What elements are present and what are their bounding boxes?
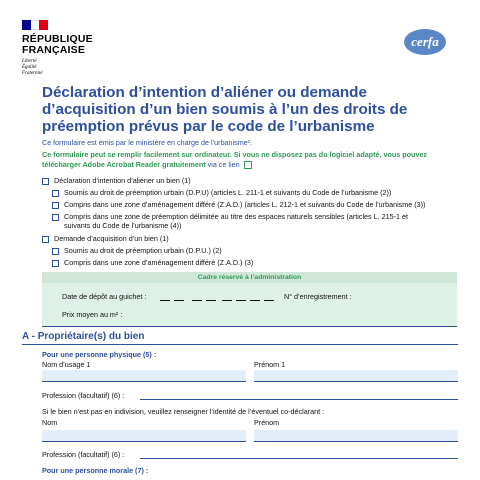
morale-heading: Pour une personne morale (7) : — [42, 466, 149, 475]
nom-usage-input[interactable] — [42, 370, 246, 382]
date-day-field[interactable] — [160, 300, 170, 301]
checkbox-label: Déclaration d’intention d’aliéner un bien (1) — [54, 176, 191, 185]
prenom-label: Prénom — [254, 418, 280, 427]
prix-moyen-label: Prix moyen au m² : — [62, 310, 123, 319]
motto-liberte: Liberté — [22, 59, 37, 64]
date-year-field[interactable] — [222, 300, 232, 301]
section-a-title: A - Propriétaire(s) du bien — [22, 331, 145, 342]
admin-frame-bottom-rule — [42, 326, 457, 327]
cerfa-logo: cerfa — [404, 29, 446, 55]
checkbox-box[interactable] — [52, 260, 59, 267]
motto-fraternite: Fraternité — [22, 71, 43, 76]
profession2-label: Profession (facultatif) (6) : — [42, 450, 125, 459]
date-year-field-4[interactable] — [264, 300, 274, 301]
checkbox-label: Soumis au droit de préemption urbain (D.P.U.) (2) — [64, 246, 222, 255]
checkbox-box[interactable] — [42, 178, 49, 185]
checkbox-box[interactable] — [52, 248, 59, 255]
enregistrement-label: N° d’enregistrement : — [284, 292, 352, 301]
francaise-text: FRANÇAISE — [22, 44, 86, 56]
prenom1-label: Prénom 1 — [254, 360, 286, 369]
fillable-text: Ce formulaire peut se remplir facilement sur ordinateur. Si vous ne disposez pas du logiciel adapté, vous pouvez télécharger Adobe Acrobat Reader gratuitement — [42, 150, 428, 169]
checkbox-dia-zad[interactable] — [52, 201, 457, 210]
nom-usage-label: Nom d’usage 1 — [42, 360, 91, 369]
section-a-rule — [22, 344, 458, 345]
fillable-notice — [42, 150, 462, 170]
checkbox-label: Compris dans une zone de préemption délimitée au titre des espaces naturels sensibles (articles L. 215-1 et suivants du Code de l’urbanisme (4)) — [64, 212, 408, 230]
checkbox-label: Compris dans une zone d’aménagement différé (Z.A.D.) (articles L. 212-1 et suivants du Code de l’urbanisme (3)) — [64, 200, 426, 209]
prenom1-input[interactable] — [254, 370, 458, 382]
date-month-field[interactable] — [192, 300, 202, 301]
french-flag-icon — [22, 20, 48, 30]
republique-francaise-logo — [22, 20, 112, 77]
republique-text: RÉPUBLIQUE — [22, 33, 93, 45]
date-month-field-2[interactable] — [206, 300, 216, 301]
emis-text: Ce formulaire est émis par le ministère en charge de l’urbanisme¹. — [42, 138, 253, 147]
checkbox-label: Soumis au droit de préemption urbain (D.P.U) (articles L. 211-1 et suivants du Code de l’urbanisme (2)) — [64, 188, 392, 197]
nom-label: Nom — [42, 418, 58, 427]
motto-egalite: Égalité — [22, 65, 37, 70]
checkbox-box[interactable] — [42, 236, 49, 243]
motto — [22, 59, 112, 77]
checkbox-box[interactable] — [52, 202, 59, 209]
checkbox-demande[interactable] — [42, 235, 442, 244]
admin-frame-header: Cadre réservé à l’administration — [42, 272, 457, 283]
form-title: Déclaration d’intention d’aliéner ou demande d’acquisition d’un bien soumis à l’un des droits de préemption prévus par le code de l’urbanisme — [42, 84, 408, 135]
checkbox-label: Compris dans une zone d’aménagement différé (Z.A.D.) (3) — [64, 258, 254, 267]
acrobat-link[interactable]: via ce lien — [207, 160, 240, 169]
checkbox-dia-ens[interactable] — [52, 213, 432, 230]
date-depot-label: Date de dépôt au guichet : — [62, 292, 147, 301]
indivision-text: Si le bien n’est pas en indivision, veuillez renseigner l’identité de l’éventuel co-déclarant : — [42, 407, 325, 416]
codeclarant-nom-input[interactable] — [42, 430, 246, 442]
checkbox-label: Demande d’acquisition d’un bien (1) — [54, 234, 169, 243]
physique-heading: Pour une personne physique (5) : — [42, 350, 157, 359]
date-year-field-2[interactable] — [236, 300, 246, 301]
checkbox-dia-dpu[interactable] — [52, 189, 452, 198]
checkbox-box[interactable] — [52, 190, 59, 197]
date-day-field-2[interactable] — [174, 300, 184, 301]
profession-label: Profession (facultatif) (6) : — [42, 391, 125, 400]
checkbox-dia[interactable] — [42, 177, 442, 186]
checkbox-box[interactable] — [52, 214, 59, 221]
profession-input[interactable] — [140, 399, 458, 400]
external-link-icon[interactable] — [244, 161, 252, 169]
codeclarant-prenom-input[interactable] — [254, 430, 458, 442]
profession2-input[interactable] — [140, 458, 458, 459]
date-year-field-3[interactable] — [250, 300, 260, 301]
checkbox-dem-dpu[interactable] — [52, 247, 452, 256]
checkbox-dem-zad[interactable] — [52, 259, 452, 268]
